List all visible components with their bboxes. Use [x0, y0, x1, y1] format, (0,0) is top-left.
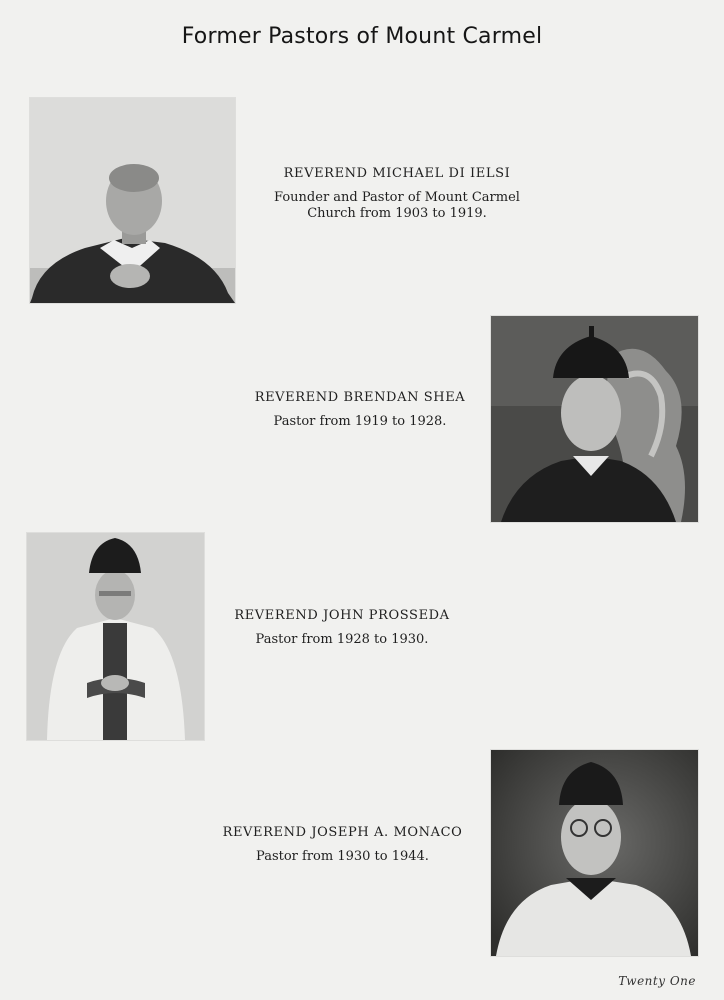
pastor-description: Pastor from 1930 to 1944.: [256, 849, 429, 864]
portrait-photo-shea: [491, 316, 698, 522]
page-number: Twenty One: [618, 974, 696, 988]
pastor-name: REVEREND MICHAEL DI IELSI: [283, 166, 511, 181]
pastor-name: REVEREND BRENDAN SHEA: [254, 390, 466, 405]
pastor-description: Founder and Pastor of Mount Carmel: [274, 190, 520, 205]
pastor-name: REVEREND JOHN PROSSEDA: [234, 608, 450, 623]
portrait-photo-prosseda: [27, 533, 204, 740]
page-title: Former Pastors of Mount Carmel: [181, 24, 543, 49]
portrait-photo-di-ielsi: [30, 98, 235, 303]
pastor-description: Church from 1903 to 1919.: [307, 206, 487, 221]
pastor-caption-shea: [235, 390, 485, 430]
pastor-description: Pastor from 1928 to 1930.: [255, 632, 429, 647]
pastor-caption-monaco: [215, 825, 470, 865]
pastor-description: Pastor from 1919 to 1928.: [273, 414, 447, 429]
pastor-caption-di-ielsi: [262, 166, 532, 222]
pastor-caption-prosseda: [222, 608, 462, 648]
pastor-name: REVEREND JOSEPH A. MONACO: [222, 825, 463, 840]
portrait-photo-monaco: [491, 750, 698, 956]
